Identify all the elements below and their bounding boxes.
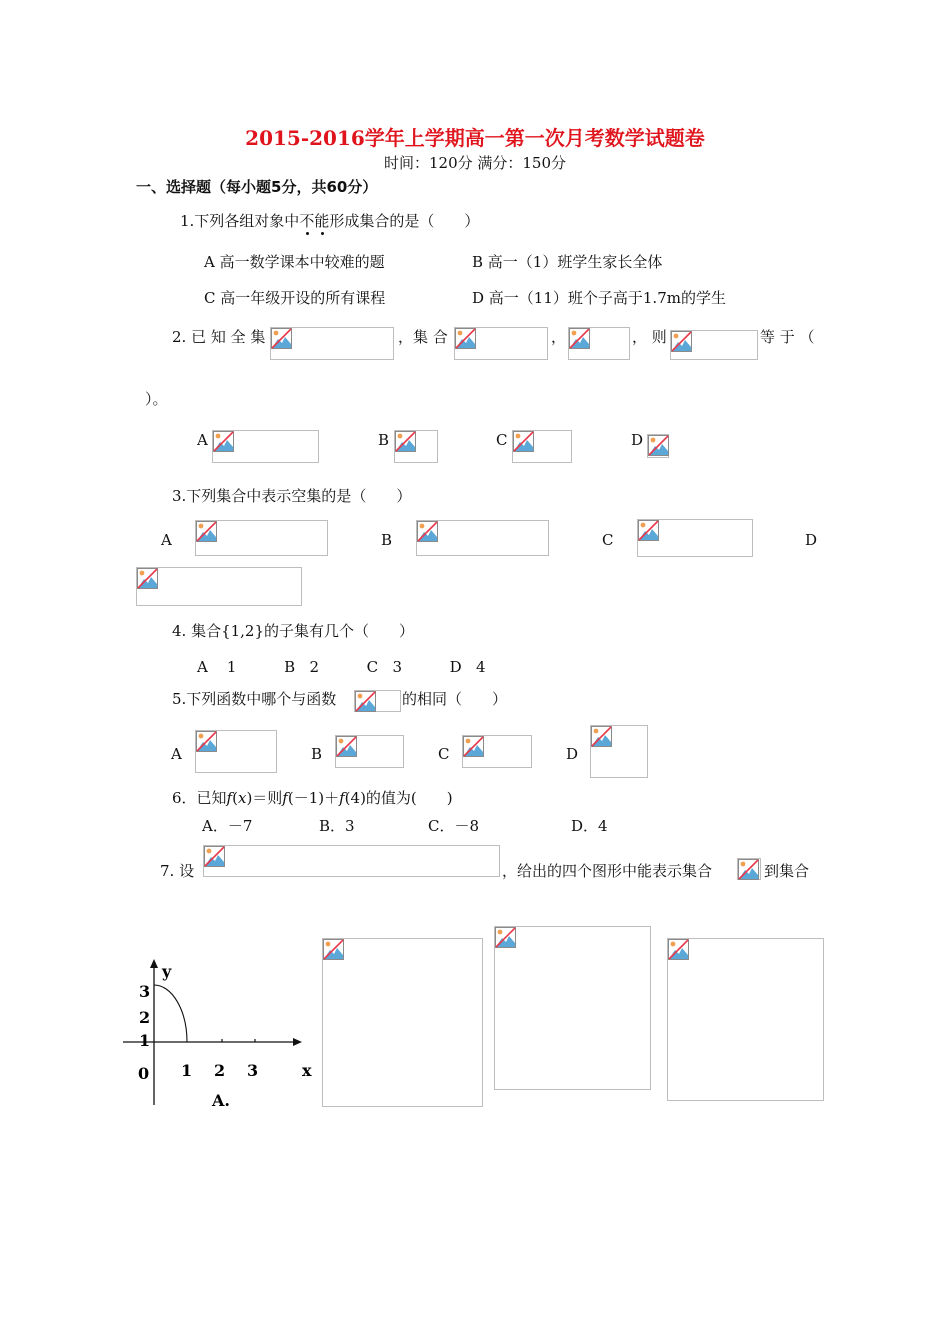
graph-a-y-tick-1: 1 xyxy=(139,1031,151,1050)
q1-emph-1: 不 xyxy=(299,212,315,230)
graph-a-curve xyxy=(154,985,187,1042)
graph-a-x-label: x xyxy=(302,1061,312,1080)
q7-set-m-image xyxy=(737,858,761,880)
q5-option-b-image xyxy=(335,735,404,768)
broken-image-icon xyxy=(204,846,225,867)
broken-image-icon xyxy=(638,520,659,541)
q4-options: A 1 B 2 C 3 D 4 xyxy=(197,658,486,676)
q1-option-b: B 高一（1）班学生家长全体 xyxy=(472,253,663,271)
q6-option-d: D．4 xyxy=(571,817,608,835)
q6-f-3: f xyxy=(339,789,345,807)
q2-stem-5: 等 于 （ xyxy=(760,328,815,346)
q5-option-d-label: D xyxy=(566,745,579,763)
exam-title: 2015-2016学年上学期高一第一次月考数学试题卷 xyxy=(245,126,705,150)
graph-a-y-label: y xyxy=(162,962,172,981)
broken-image-icon xyxy=(495,927,516,948)
q5-option-a-image xyxy=(195,730,277,773)
q2-option-d-image xyxy=(647,434,669,458)
broken-image-icon xyxy=(336,736,357,757)
q1-stem-post: 形成集合的是（ ） xyxy=(329,212,480,230)
q5-option-b-label: B xyxy=(311,745,323,763)
broken-image-icon xyxy=(271,328,292,349)
q3-option-c-image xyxy=(637,519,753,557)
q3-option-c-label: C xyxy=(602,531,614,549)
q6-text-5: (4)的值为( ) xyxy=(344,789,453,807)
q6-option-a: A．－7 xyxy=(202,817,253,835)
q1-emph-2: 能 xyxy=(314,212,330,230)
q3-option-b-label: B xyxy=(381,531,393,549)
broken-image-icon xyxy=(591,726,612,747)
q6-text-3: )＝则 xyxy=(246,789,283,807)
broken-image-icon xyxy=(455,328,476,349)
broken-image-icon xyxy=(513,431,534,452)
broken-image-icon xyxy=(671,331,692,352)
graph-c-image xyxy=(494,926,651,1090)
q6-f-2: f xyxy=(282,789,288,807)
q6-option-c: C．－8 xyxy=(428,817,480,835)
q7-stem-post: 到集合 xyxy=(764,862,810,880)
q6-x: x xyxy=(237,789,247,807)
graph-a-y-tick-2: 2 xyxy=(139,1008,151,1027)
broken-image-icon xyxy=(648,435,669,456)
q7-sets-image xyxy=(203,845,500,877)
q6-text-1: 6．已知 xyxy=(172,789,227,807)
q3-option-b-image xyxy=(416,520,549,556)
broken-image-icon xyxy=(569,328,590,349)
broken-image-icon xyxy=(323,939,344,960)
q5-option-d-image xyxy=(590,725,648,778)
graph-a xyxy=(110,955,330,1115)
graph-a-x-tick-1: 1 xyxy=(181,1061,193,1080)
broken-image-icon xyxy=(213,431,234,452)
q6-text-2: ( xyxy=(232,789,238,807)
q5-function-image xyxy=(354,690,401,712)
q2-universal-set-image xyxy=(270,327,394,360)
broken-image-icon xyxy=(417,521,438,542)
broken-image-icon xyxy=(137,568,158,589)
q2-option-b-image xyxy=(394,430,438,463)
q3-option-a-image xyxy=(195,520,328,556)
graph-a-x-tick-3: 3 xyxy=(247,1061,259,1080)
q5-stem-post: 的相同（ ） xyxy=(402,690,508,708)
q2-option-b-label: B xyxy=(378,431,390,449)
q4-stem: 4. 集合{1,2}的子集有几个（ ） xyxy=(172,622,415,640)
broken-image-icon xyxy=(196,731,217,752)
q5-option-c-image xyxy=(462,735,532,768)
q5-stem-pre: 5.下列函数中哪个与函数 xyxy=(172,690,337,708)
q1-option-c: C 高一年级开设的所有课程 xyxy=(204,289,386,307)
section-heading: 一、选择题（每小题5分，共60分） xyxy=(136,178,378,196)
graph-a-caption: A. xyxy=(212,1091,230,1110)
broken-image-icon xyxy=(668,939,689,960)
q2-expression-image xyxy=(670,330,758,360)
broken-image-icon xyxy=(395,431,416,452)
question-1-stem xyxy=(180,212,479,230)
exam-time-score: 时间：120分 满分：150分 xyxy=(383,154,567,172)
q3-option-d-label: D xyxy=(805,531,818,549)
q5-option-c-label: C xyxy=(438,745,450,763)
q2-option-c-image xyxy=(512,430,572,463)
q3-stem: 3.下列集合中表示空集的是（ ） xyxy=(172,487,412,505)
q2-stem-1: 2. 已 知 全 集 xyxy=(172,328,266,346)
graph-a-y-arrow xyxy=(150,959,158,968)
q1-option-d: D 高一（11）班个子高于1.7m的学生 xyxy=(472,289,726,307)
graph-b-image xyxy=(322,938,483,1107)
q6-f-1: f xyxy=(226,789,233,807)
graph-a-x-tick-2: 2 xyxy=(214,1061,226,1080)
q3-option-a-label: A xyxy=(161,531,172,549)
q2-stem-3: ， xyxy=(551,328,567,346)
broken-image-icon xyxy=(738,859,759,880)
q2-set-a-image xyxy=(454,327,548,360)
q2-option-c-label: C xyxy=(496,431,508,449)
q7-stem-mid: ，给出的四个图形中能表示集合 xyxy=(502,862,713,880)
q2-set-b-image xyxy=(568,327,630,360)
q6-stem xyxy=(172,789,453,807)
q6-option-b: B．3 xyxy=(319,817,355,835)
graph-a-x-arrow xyxy=(293,1038,302,1046)
q1-option-a: A 高一数学课本中较难的题 xyxy=(204,253,385,271)
q6-text-4: (－1)＋ xyxy=(287,789,340,807)
broken-image-icon xyxy=(463,736,484,757)
broken-image-icon xyxy=(355,691,376,712)
broken-image-icon xyxy=(196,521,217,542)
q1-stem-pre: 1.下列各组对象中 xyxy=(180,212,300,230)
graph-a-origin: 0 xyxy=(138,1064,150,1083)
q7-stem-pre: 7. 设 xyxy=(160,862,195,880)
q2-option-a-image xyxy=(212,430,319,463)
graph-d-image xyxy=(667,938,824,1101)
q3-option-d-image xyxy=(136,567,302,606)
q5-option-a-label: A xyxy=(171,745,182,763)
q2-stem-2: ，集 合 xyxy=(398,328,448,346)
q2-option-a-label: A xyxy=(197,431,208,449)
graph-a-y-tick-3: 3 xyxy=(139,982,151,1001)
q2-option-d-label: D xyxy=(631,431,644,449)
q2-stem-4: ， 则 xyxy=(632,328,667,346)
q2-stem-6: ）。 xyxy=(145,390,168,408)
